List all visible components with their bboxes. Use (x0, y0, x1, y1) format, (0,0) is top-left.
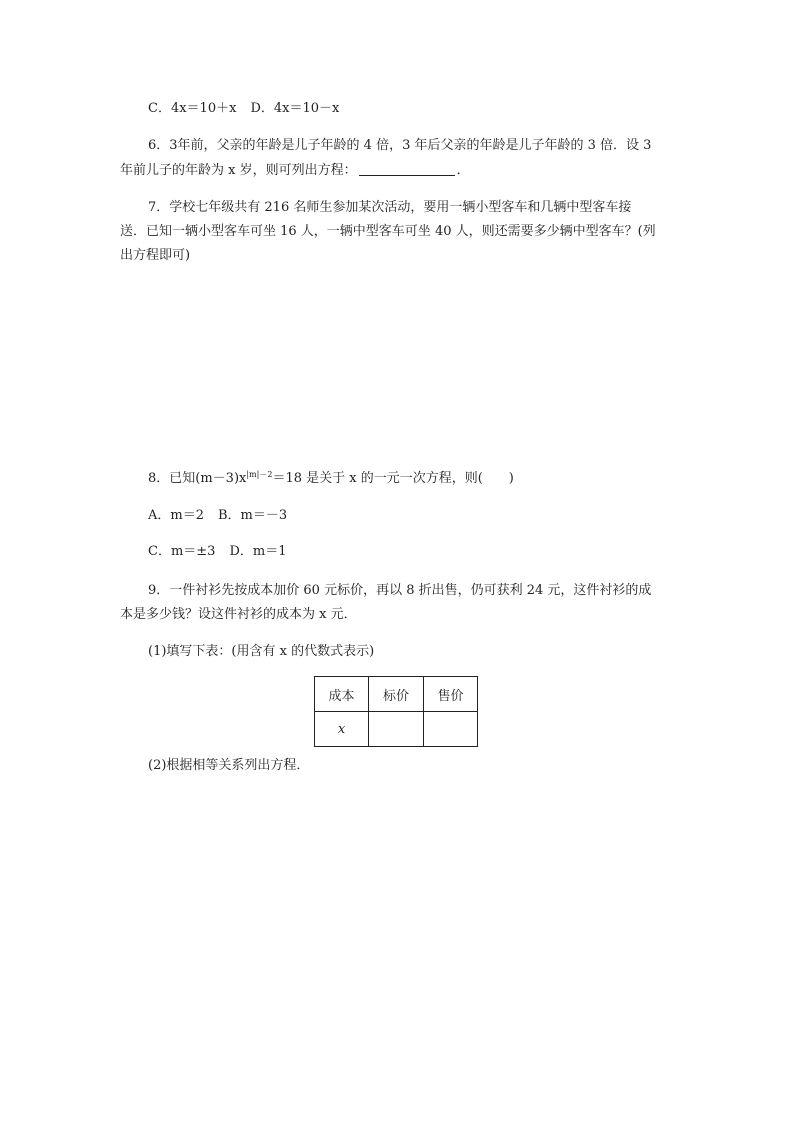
q9-line2: 本是多少钱？设这件衬衫的成本为 x 元． (120, 607, 357, 622)
option-d-text: 4x＝10－x (273, 101, 340, 116)
header-cost: 成本 (315, 677, 369, 712)
q9-part1: (1)填写下表：(用含有 x 的代数式表示) (148, 644, 375, 659)
q8-stem-pre: 8．已知(m－3)x (148, 471, 247, 486)
q6-line1: 6．3年前，父亲的年龄是儿子年龄的 4 倍，3 年后父亲的年龄是儿子年龄的 3 倍．设 3 (148, 138, 652, 153)
answer-blank[interactable] (359, 161, 455, 176)
q8-options-ab (148, 507, 287, 525)
option-c-label: C． (148, 101, 171, 116)
table-row (315, 712, 478, 747)
option-c: C．m＝±3 (148, 544, 216, 559)
cell-sale-price[interactable] (424, 712, 478, 747)
q8-options-cd (148, 543, 286, 561)
q9-line1: 9．一件衬衫先按成本加价 60 元标价，再以 8 折出售，仍可获利 24 元，这件衬衫的成 (148, 583, 652, 598)
q8-exponent: |m|－2 (246, 470, 273, 479)
header-sale-price: 售价 (424, 677, 478, 712)
q6-line2 (120, 161, 470, 180)
q8-stem-post: ＝18 是关于 x 的一元一次方程，则( ) (272, 471, 514, 486)
q9-part2: (2)根据相等关系列出方程． (148, 758, 310, 773)
cell-cost (315, 712, 369, 747)
cell-cost-value: x (337, 721, 346, 737)
q5-options (148, 100, 339, 118)
q8-stem (148, 470, 514, 488)
q6-period: ． (456, 163, 470, 178)
option-d: D．m＝1 (229, 544, 287, 559)
q7-line1: 7．学校七年级共有 216 名师生参加某次活动，要用一辆小型客车和几辆中型客车接 (148, 200, 632, 215)
cell-marked-price[interactable] (369, 712, 424, 747)
option-c-text: 4x＝10＋x (170, 101, 237, 116)
table-header-row (315, 677, 478, 712)
q6-line2-text: 年前儿子的年龄为 x 岁，则可列出方程： (120, 163, 357, 178)
option-a: A．m＝2 (148, 508, 204, 523)
header-marked-price: 标价 (369, 677, 424, 712)
option-b: B．m＝－3 (218, 508, 288, 523)
q7-line2: 送．已知一辆小型客车可坐 16 人，一辆中型客车可坐 40 人，则还需要多少辆中型客车？(列 (120, 224, 656, 239)
option-d-label: D． (250, 101, 274, 116)
q7-line3: 出方程即可) (120, 248, 191, 263)
cost-table (314, 676, 478, 747)
